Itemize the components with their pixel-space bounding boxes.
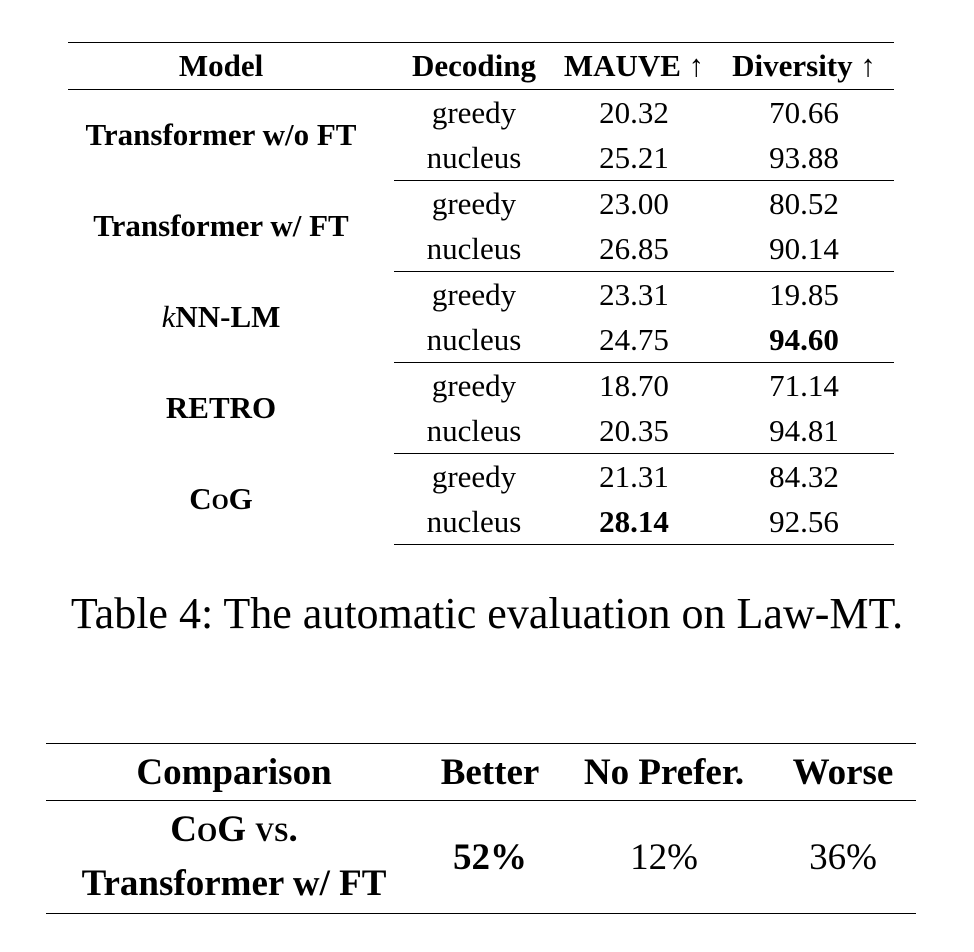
table-header-row (46, 744, 916, 801)
header-comparison: Comparison (46, 744, 422, 801)
automatic-evaluation-table (68, 42, 894, 545)
mauve-cell: 23.00 (599, 185, 669, 221)
header-mauve: MAUVE ↑ (554, 43, 714, 90)
diversity-cell: 70.66 (769, 94, 839, 130)
diversity-cell: 84.32 (769, 458, 839, 494)
table-header-row (68, 43, 894, 90)
decoding-cell: greedy (431, 276, 517, 312)
model-name: RETRO (165, 390, 277, 425)
model-name-prefix: k (161, 299, 176, 334)
decoding-cell: greedy (431, 367, 517, 403)
mauve-cell-best: 28.14 (554, 499, 714, 545)
model-name: Transformer w/ FT (93, 208, 349, 243)
header-worse: Worse (770, 744, 916, 801)
table-caption: Table 4: The automatic evaluation on Law-MT. (70, 589, 904, 638)
header-diversity: Diversity ↑ (714, 43, 894, 90)
decoding-cell: greedy (431, 185, 517, 221)
diversity-cell-best: 94.60 (714, 317, 894, 363)
table-row (68, 363, 894, 409)
model-name: CoG (189, 481, 253, 516)
decoding-cell: nucleus (394, 499, 554, 545)
mauve-cell: 20.32 (599, 94, 669, 130)
diversity-cell: 93.88 (714, 135, 894, 181)
model-name (68, 272, 394, 363)
header-no-prefer: No Prefer. (558, 744, 770, 801)
table-row (68, 272, 894, 318)
table-row (68, 181, 894, 227)
comparison-line-1: CoG vs. (170, 809, 298, 850)
header-better: Better (422, 744, 558, 801)
model-name: Transformer w/o FT (85, 117, 357, 153)
header-model: Model (68, 43, 394, 90)
diversity-cell: 92.56 (714, 499, 894, 545)
decoding-cell: nucleus (394, 317, 554, 363)
worse-cell: 36% (770, 801, 916, 914)
comparison-line-2: Transformer w/ FT (81, 863, 387, 904)
diversity-cell: 94.81 (714, 408, 894, 454)
diversity-cell: 80.52 (769, 185, 839, 221)
better-cell: 52% (422, 801, 558, 914)
diversity-cell: 90.14 (714, 226, 894, 272)
model-name-rest: NN-LM (175, 299, 281, 334)
decoding-cell: nucleus (394, 135, 554, 181)
diversity-cell: 19.85 (769, 276, 839, 312)
mauve-cell: 18.70 (599, 367, 669, 403)
mauve-cell: 20.35 (554, 408, 714, 454)
comparison-cell (46, 801, 422, 914)
mauve-cell: 25.21 (554, 135, 714, 181)
header-decoding: Decoding (394, 43, 554, 90)
no-prefer-cell: 12% (558, 801, 770, 914)
mauve-cell: 24.75 (554, 317, 714, 363)
decoding-cell: greedy (431, 94, 517, 130)
table-row (68, 454, 894, 500)
human-evaluation-table (46, 743, 916, 914)
decoding-cell: greedy (431, 458, 517, 494)
mauve-cell: 26.85 (554, 226, 714, 272)
diversity-cell: 71.14 (769, 367, 839, 403)
decoding-cell: nucleus (394, 226, 554, 272)
decoding-cell: nucleus (394, 408, 554, 454)
table-row (46, 801, 916, 914)
mauve-cell: 23.31 (599, 276, 669, 312)
mauve-cell: 21.31 (599, 458, 669, 494)
table-row (68, 90, 894, 136)
